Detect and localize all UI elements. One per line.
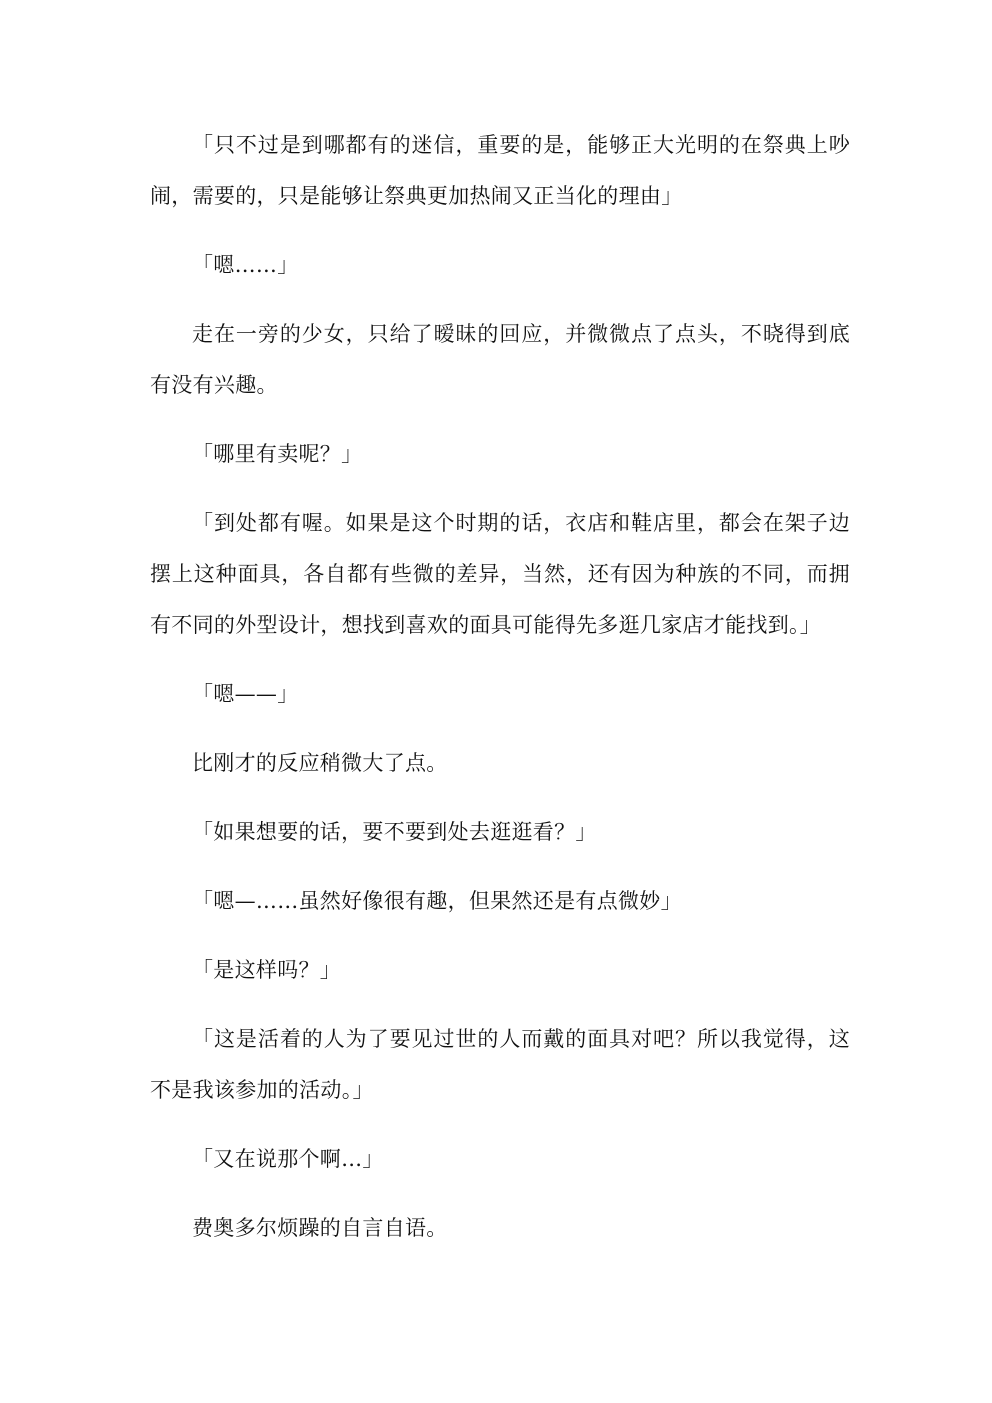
paragraph: 「是这样吗？」 xyxy=(192,958,342,982)
paragraph: 「如果想要的话，要不要到处去逛逛看？」 xyxy=(192,820,597,844)
paragraph: 走在一旁的少女，只给了暧昧的回应，并微微点了点头，不晓得到底有没有兴趣。 xyxy=(150,322,850,397)
paragraph: 「嗯……」 xyxy=(192,253,299,277)
paragraph: 「这是活着的人为了要见过世的人而戴的面具对吧？所以我觉得，这不是我该参加的活动。」 xyxy=(150,1027,850,1102)
novel-text xyxy=(150,120,850,1272)
paragraph: 「又在说那个啊…」 xyxy=(192,1147,384,1171)
paragraph: 「到处都有喔。如果是这个时期的话，衣店和鞋店里，都会在架子边摆上这种面具，各自都有些微的差异，当然，还有因为种族的不同，而拥有不同的外型设计，想找到喜欢的面具可能得先多逛几家店才能找到。」 xyxy=(150,511,850,637)
paragraph: 比刚才的反应稍微大了点。 xyxy=(192,751,448,775)
paragraph: 「嗯——」 xyxy=(192,682,299,706)
paragraph: 费奥多尔烦躁的自言自语。 xyxy=(192,1216,448,1240)
paragraph: 「嗯—……虽然好像很有趣，但果然还是有点微妙」 xyxy=(192,889,682,913)
paragraph: 「只不过是到哪都有的迷信，重要的是，能够正大光明的在祭典上吵闹，需要的，只是能够让祭典更加热闹又正当化的理由」 xyxy=(150,133,850,208)
paragraph: 「哪里有卖呢？」 xyxy=(192,442,363,466)
